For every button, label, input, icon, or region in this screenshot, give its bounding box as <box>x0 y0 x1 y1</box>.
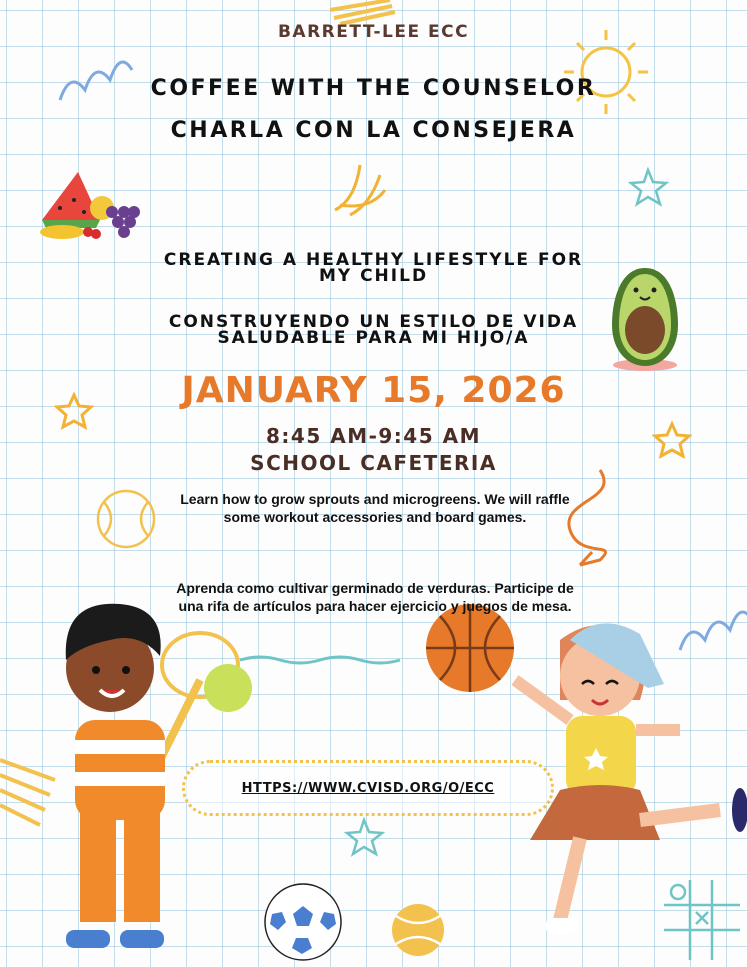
basketball-icon <box>426 604 514 692</box>
sun-icon <box>564 30 648 114</box>
star-icon <box>347 820 382 854</box>
fruit-basket-icon <box>40 172 140 239</box>
event-date: JANUARY 15, 2026 <box>181 370 566 411</box>
star-icon <box>631 170 666 204</box>
yellow-scribble-bottom <box>0 760 55 825</box>
school-website-link[interactable]: HTTPS://WWW.CVISD.ORG/O/ECC <box>241 780 495 796</box>
leaf-squiggle-icon <box>335 165 385 215</box>
yellow-scribble-top <box>330 0 395 24</box>
event-time: 8:45 AM-9:45 AM <box>266 424 481 448</box>
spiral-icon <box>680 612 747 650</box>
baseball-icon <box>98 491 154 547</box>
link-container <box>182 760 554 816</box>
subtitle-spanish: CONSTRUYENDO UN ESTILO DE VIDA SALUDABLE PARA MI HIJO/A <box>168 312 579 348</box>
description-spanish: Aprenda como cultivar germinado de verduras. Participe de una rifa de artículos para hacer ejercicio y juegos de mesa. <box>176 580 574 614</box>
tic-tac-toe-icon <box>664 880 740 960</box>
school-name: BARRETT-LEE ECC <box>277 22 470 42</box>
motion-scribble <box>240 657 400 663</box>
tennis-ball-icon <box>392 904 444 956</box>
description-english: Learn how to grow sprouts and microgreens. We will raffle some workout accessories and board games. <box>180 491 570 525</box>
avocado-icon <box>612 268 678 371</box>
soccer-ball-icon <box>265 884 341 960</box>
event-location: SCHOOL CAFETERIA <box>250 451 497 475</box>
event-title-english: COFFEE WITH THE COUNSELOR <box>150 76 597 101</box>
event-title-spanish: CHARLA CON LA CONSEJERA <box>170 118 577 143</box>
subtitle-english: CREATING A HEALTHY LIFESTYLE FOR MY CHILD <box>163 250 584 286</box>
